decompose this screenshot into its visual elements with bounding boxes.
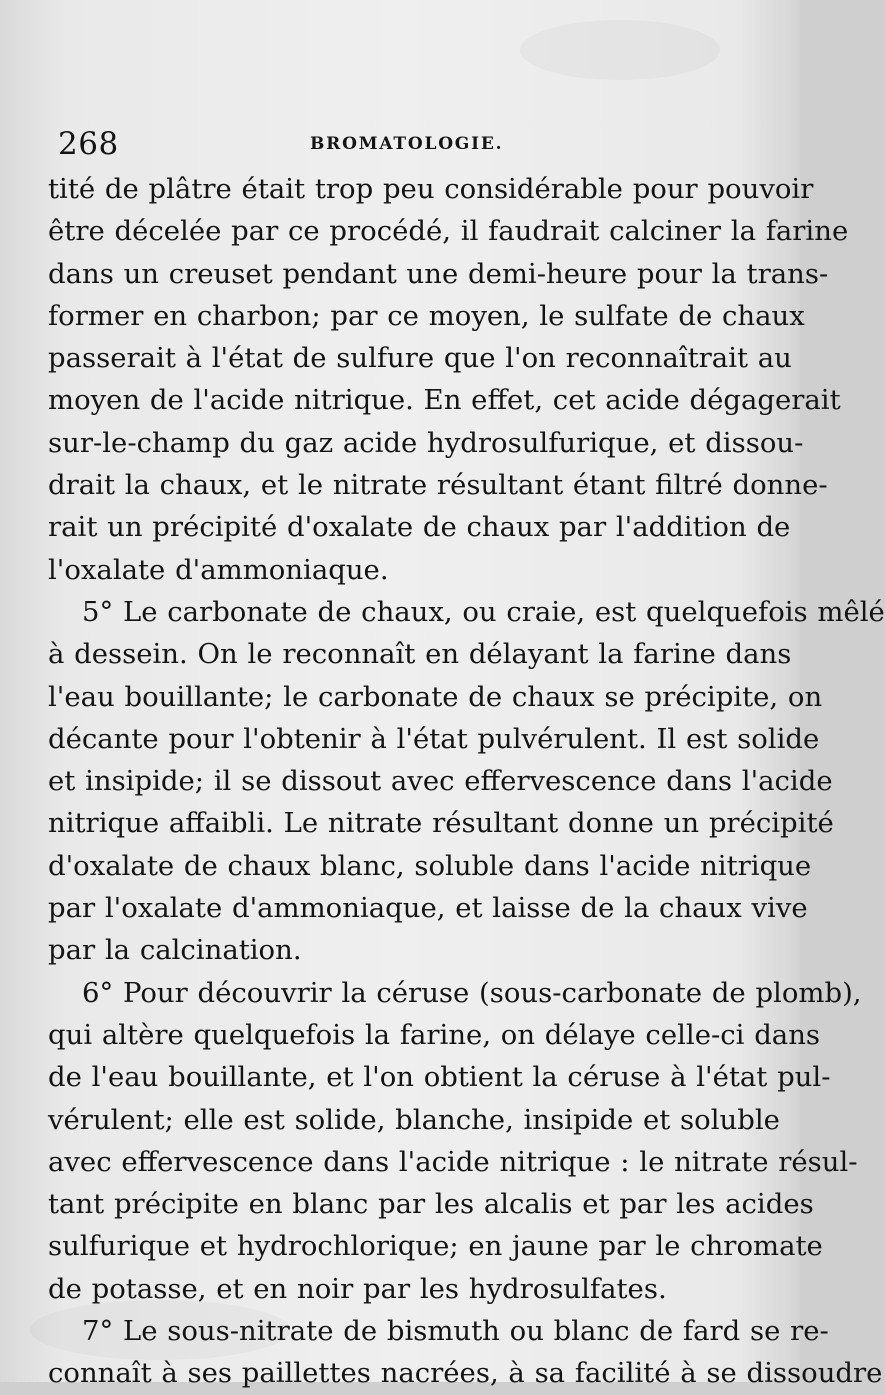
text-line: et insipide; il se dissout avec effervescence dans l'acide [48,765,833,798]
text-line: nitrique affaibli. Le nitrate résultant donne un précipité [48,807,834,840]
running-head: BROMATOLOGIE. [310,134,504,154]
text-line: drait la chaux, et le nitrate résultant étant filtré donne- [48,469,828,502]
text-line: sulfurique et hydrochlorique; en jaune par le chromate [48,1230,823,1263]
text-line: à dessein. On le reconnaît en délayant la farine dans [48,638,792,671]
text-line: passerait à l'état de sulfure que l'on reconnaîtrait au [48,342,792,375]
page-header [58,124,758,164]
text-line: tité de plâtre était trop peu considérable pour pouvoir [48,173,814,205]
text-line: être décelée par ce procédé, il faudrait calciner la farine [48,215,849,248]
paragraph-start-line: 5° Le carbonate de chaux, ou craie, est quelquefois mêlé [82,595,885,628]
body-text [48,168,885,1395]
text-line: de potasse, et en noir par les hydrosulfates. [48,1272,667,1305]
page-number: 268 [58,126,119,162]
text-line: par l'oxalate d'ammoniaque, et laisse de la chaux vive [48,892,808,925]
text-line: rait un précipité d'oxalate de chaux par l'addition de [48,511,791,544]
text-line: tant précipite en blanc par les alcalis et par les acides [48,1188,814,1221]
text-line: qui altère quelquefois la farine, on délaye celle-ci dans [48,1018,821,1051]
text-line: l'eau bouillante; le carbonate de chaux se précipite, on [48,680,823,713]
text-line: former en charbon; par ce moyen, le sulfate de chaux [48,299,805,332]
paper-stain [520,20,720,80]
text-line: l'oxalate d'ammoniaque. [48,553,389,586]
text-line: avec effervescence dans l'acide nitrique : le nitrate résul- [48,1145,858,1178]
paragraph-start-line: 6° Pour découvrir la céruse (sous-carbonate de plomb), [82,976,862,1009]
text-line: vérulent; elle est solide, blanche, insipide et soluble [48,1103,780,1136]
text-line: par la calcination. [48,934,302,967]
text-line: moyen de l'acide nitrique. En effet, cet acide dégagerait [48,384,841,417]
text-line: décante pour l'obtenir à l'état pulvérulent. Il est solide [48,722,820,755]
text-line: sur-le-champ du gaz acide hydrosulfurique, et dissou- [48,426,804,459]
text-line: d'oxalate de chaux blanc, soluble dans l'acide nitrique [48,849,812,882]
text-line: dans un creuset pendant une demi-heure pour la trans- [48,257,829,290]
paragraph-start-line: 7° Le sous-nitrate de bismuth ou blanc de fard se re- [82,1315,829,1348]
text-line: de l'eau bouillante, et l'on obtient la céruse à l'état pul- [48,1061,831,1094]
text-line: connaît à ses paillettes nacrées, à sa facilité à se dissoudre [48,1357,883,1390]
